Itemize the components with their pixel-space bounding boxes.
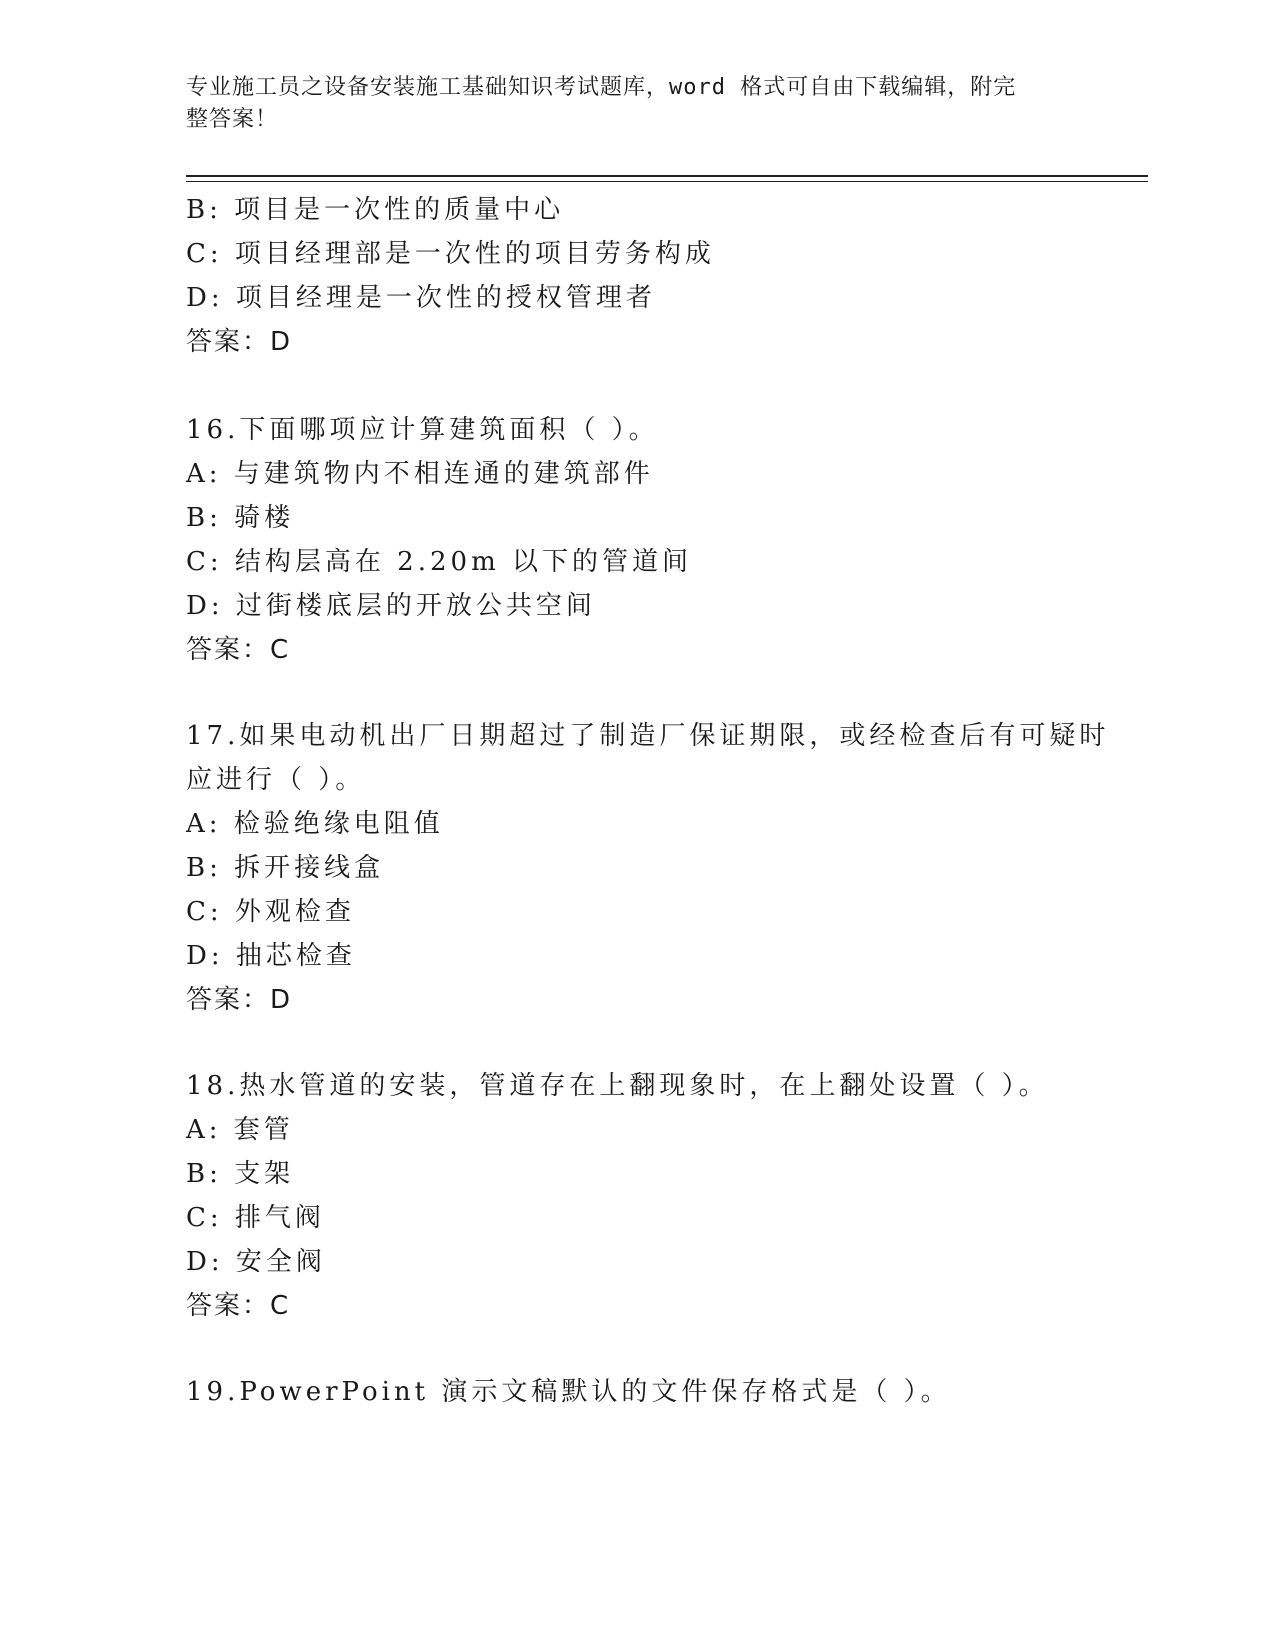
document-header	[186, 72, 1066, 136]
q16-option-c: C: 结构层高在 2.20m 以下的管道间	[186, 547, 692, 577]
q18-option-c: C: 排气阀	[186, 1203, 325, 1233]
q19-question: 19.PowerPoint 演示文稿默认的文件保存格式是（ ）。	[186, 1377, 951, 1407]
q17-answer: 答案：D	[186, 985, 293, 1015]
q17-question-line-2: 应进行（ ）。	[186, 765, 366, 795]
q18-option-d: D: 安全阀	[186, 1247, 326, 1277]
q17-option-b: B: 拆开接线盒	[186, 853, 385, 883]
q16-option-b: B: 骑楼	[186, 503, 295, 533]
header-line-2: 整答案！	[186, 107, 279, 132]
q15-option-b: B: 项目是一次性的质量中心	[186, 195, 565, 225]
header-divider-thick	[186, 175, 1148, 177]
q15-option-c: C: 项目经理部是一次性的项目劳务构成	[186, 239, 715, 269]
q18-option-b: B: 支架	[186, 1159, 295, 1189]
q16-question: 16.下面哪项应计算建筑面积（ ）。	[186, 415, 659, 445]
q15-option-d: D: 项目经理是一次性的授权管理者	[186, 283, 656, 313]
q16-option-a: A: 与建筑物内不相连通的建筑部件	[186, 459, 654, 489]
q18-answer: 答案：C	[186, 1291, 291, 1321]
q16-answer: 答案：C	[186, 635, 291, 665]
q17-option-c: C: 外观检查	[186, 897, 355, 927]
q17-question-line-1: 17.如果电动机出厂日期超过了制造厂保证期限，或经检查后有可疑时	[186, 721, 1110, 751]
q18-option-a: A: 套管	[186, 1115, 294, 1145]
header-divider-thin	[186, 181, 1148, 182]
q18-question: 18.热水管道的安装，管道存在上翻现象时，在上翻处设置（ ）。	[186, 1071, 1049, 1101]
q16-option-d: D: 过街楼底层的开放公共空间	[186, 591, 596, 621]
q17-option-d: D: 抽芯检查	[186, 941, 356, 971]
q17-option-a: A: 检验绝缘电阻值	[186, 809, 444, 839]
header-line-1: 专业施工员之设备安装施工基础知识考试题库，word 格式可自由下载编辑，附完	[186, 75, 1017, 100]
q15-answer: 答案：D	[186, 327, 293, 357]
